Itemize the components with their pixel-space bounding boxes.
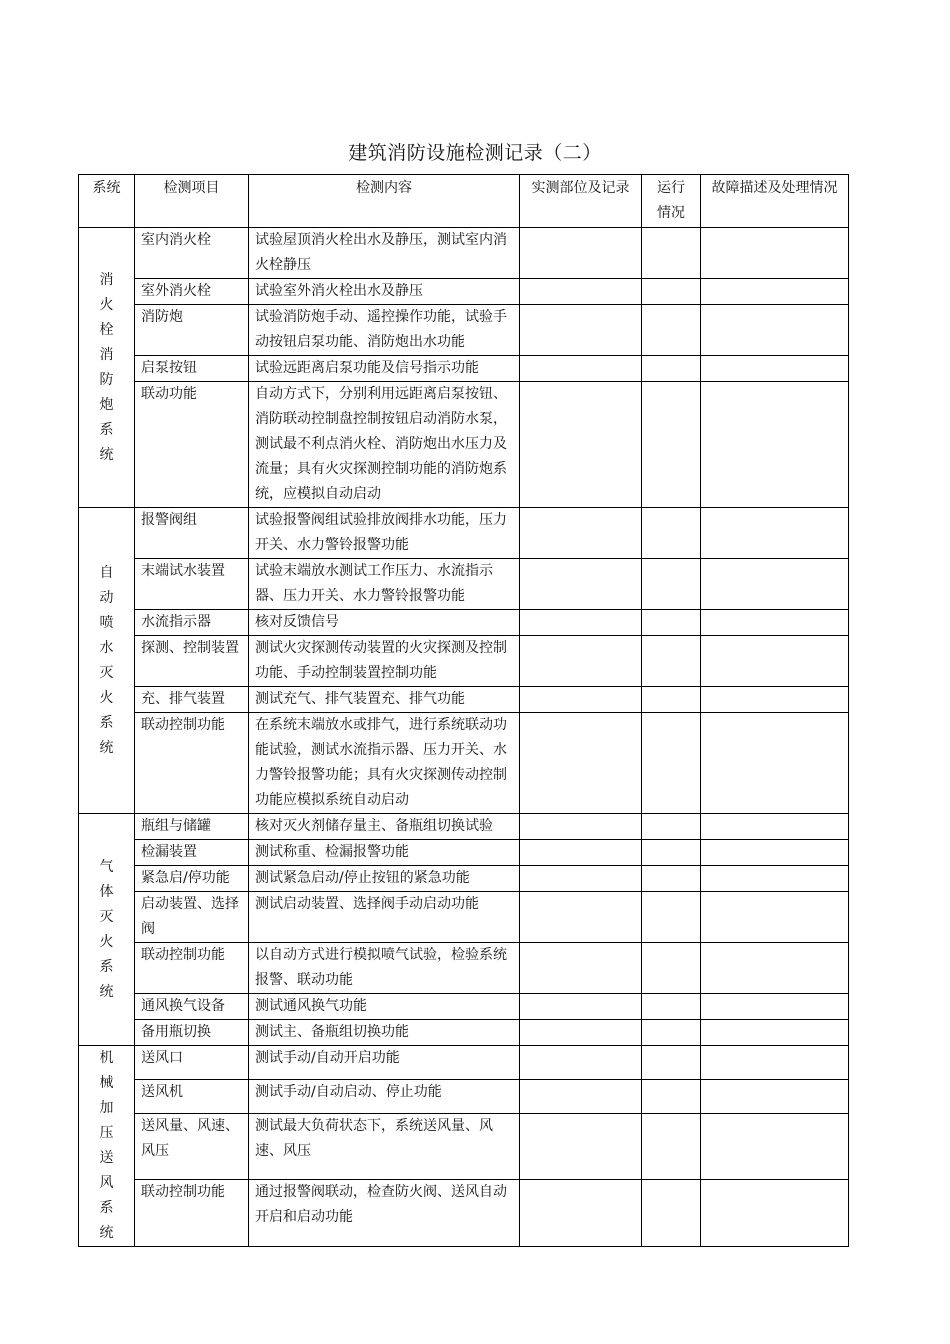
fault-cell (701, 508, 849, 559)
system-name-line: 系统 (99, 958, 125, 1000)
table-row (79, 1079, 849, 1113)
system-name-line: 喷水 (99, 614, 125, 656)
fault-cell (701, 228, 849, 279)
location-cell (520, 943, 642, 994)
location-cell (520, 559, 642, 610)
location-cell (520, 508, 642, 559)
table-row (79, 279, 849, 305)
item-cell: 探测、控制装置 (135, 636, 249, 687)
status-cell (642, 279, 701, 305)
location-cell (520, 356, 642, 382)
item-cell: 水流指示器 (135, 610, 249, 636)
status-cell (642, 382, 701, 508)
fault-cell (701, 994, 849, 1020)
status-cell (642, 305, 701, 356)
status-cell (642, 228, 701, 279)
location-cell (520, 1113, 642, 1180)
item-cell: 报警阀组 (135, 508, 249, 559)
content-cell: 测试充气、排气装置充、排气功能 (249, 687, 520, 713)
fault-cell (701, 279, 849, 305)
content-cell: 核对灭火剂储存量主、备瓶组切换试验 (249, 814, 520, 840)
fault-cell (701, 866, 849, 892)
content-cell: 测试主、备瓶组切换功能 (249, 1020, 520, 1046)
location-cell (520, 279, 642, 305)
content-cell: 测试火灾探测传动装置的火灾探测及控制功能、手动控制装置控制功能 (249, 636, 520, 687)
content-cell: 测试启动装置、选择阀手动启动功能 (249, 892, 520, 943)
system-name-line: 栓消 (99, 321, 125, 363)
fault-cell (701, 892, 849, 943)
fault-cell (701, 1046, 849, 1080)
system-name-line: 送风 (99, 1150, 125, 1191)
item-cell: 充、排气装置 (135, 687, 249, 713)
fault-cell (701, 1113, 849, 1180)
location-cell (520, 1020, 642, 1046)
table-row (79, 1020, 849, 1046)
header-item: 检测项目 (135, 175, 249, 228)
content-cell: 试验末端放水测试工作压力、水流指示器、压力开关、水力警铃报警功能 (249, 559, 520, 610)
fault-cell (701, 814, 849, 840)
system-name-line: 加压 (99, 1100, 125, 1141)
table-row (79, 840, 849, 866)
table-row (79, 1113, 849, 1180)
content-cell: 自动方式下，分别利用远距离启泵按钮、消防联动控制盘控制按钮启动消防水泵，测试最不利点消火栓、消防炮出水压力及流量；具有火灾探测控制功能的消防炮系统，应模拟自动启动 (249, 382, 520, 508)
system-name-line: 防炮 (99, 371, 125, 413)
table-row (79, 636, 849, 687)
status-cell (642, 892, 701, 943)
header-fault: 故障描述及处理情况 (701, 175, 849, 228)
status-cell (642, 994, 701, 1020)
item-cell: 瓶组与储罐 (135, 814, 249, 840)
system-name-line: 消火 (99, 271, 125, 313)
system-name-line: 气体 (99, 858, 125, 900)
header-status (642, 175, 701, 228)
item-cell: 消防炮 (135, 305, 249, 356)
header-status-line1: 运行 (657, 180, 685, 196)
table-row (79, 305, 849, 356)
item-cell: 室外消火栓 (135, 279, 249, 305)
header-location: 实测部位及记录 (520, 175, 642, 228)
status-cell (642, 1020, 701, 1046)
fault-cell (701, 943, 849, 994)
table-row (79, 228, 849, 279)
content-cell: 测试手动/自动开启功能 (249, 1046, 520, 1080)
system-name-line: 灭火 (99, 664, 125, 706)
item-cell: 联动控制功能 (135, 1180, 249, 1247)
location-cell (520, 228, 642, 279)
content-cell: 在系统末端放水或排气，进行系统联动功能试验，测试水流指示器、压力开关、水力警铃报警功能；具有火灾探测传动控制功能应模拟系统自动启动 (249, 713, 520, 814)
table-row (79, 1046, 849, 1080)
status-cell (642, 713, 701, 814)
header-system: 系统 (79, 175, 135, 228)
system-name-line: 系统 (99, 714, 125, 756)
system-name-line: 自动 (99, 564, 125, 606)
location-cell (520, 305, 642, 356)
content-cell: 核对反馈信号 (249, 610, 520, 636)
system-name-line: 系统 (99, 1200, 125, 1241)
fault-cell (701, 356, 849, 382)
item-cell: 末端试水装置 (135, 559, 249, 610)
location-cell (520, 892, 642, 943)
fault-cell (701, 610, 849, 636)
fault-cell (701, 713, 849, 814)
content-cell: 试验远距离启泵功能及信号指示功能 (249, 356, 520, 382)
location-cell (520, 1180, 642, 1247)
item-cell: 室内消火栓 (135, 228, 249, 279)
table-row (79, 866, 849, 892)
content-cell: 测试称重、检漏报警功能 (249, 840, 520, 866)
status-cell (642, 610, 701, 636)
item-cell: 联动控制功能 (135, 713, 249, 814)
table-row (79, 943, 849, 994)
content-cell: 测试最大负荷状态下，系统送风量、风速、风压 (249, 1113, 520, 1180)
system-name-line: 机械 (99, 1050, 125, 1091)
status-cell (642, 1113, 701, 1180)
item-cell: 启动装置、选择阀 (135, 892, 249, 943)
location-cell (520, 636, 642, 687)
content-cell: 试验报警阀组试验排放阀排水功能，压力开关、水力警铃报警功能 (249, 508, 520, 559)
content-cell: 以自动方式进行模拟喷气试验，检验系统报警、联动功能 (249, 943, 520, 994)
fault-cell (701, 687, 849, 713)
header-status-line2: 情况 (657, 205, 685, 221)
fault-cell (701, 840, 849, 866)
status-cell (642, 508, 701, 559)
header-row (79, 175, 849, 228)
content-cell: 试验室外消火栓出水及静压 (249, 279, 520, 305)
table-row (79, 814, 849, 840)
fault-cell (701, 1079, 849, 1113)
content-cell: 试验消防炮手动、遥控操作功能，试验手动按钮启泵功能、消防炮出水功能 (249, 305, 520, 356)
status-cell (642, 814, 701, 840)
location-cell (520, 866, 642, 892)
location-cell (520, 713, 642, 814)
status-cell (642, 636, 701, 687)
item-cell: 送风口 (135, 1046, 249, 1080)
system-name-cell (79, 508, 135, 814)
table-row (79, 892, 849, 943)
content-cell: 测试通风换气功能 (249, 994, 520, 1020)
location-cell (520, 994, 642, 1020)
fault-cell (701, 559, 849, 610)
table-row (79, 713, 849, 814)
content-cell: 测试手动/自动启动、停止功能 (249, 1079, 520, 1113)
table-row (79, 508, 849, 559)
item-cell: 联动功能 (135, 382, 249, 508)
location-cell (520, 1046, 642, 1080)
status-cell (642, 840, 701, 866)
status-cell (642, 356, 701, 382)
location-cell (520, 840, 642, 866)
location-cell (520, 814, 642, 840)
location-cell (520, 1079, 642, 1113)
table-row (79, 559, 849, 610)
system-name-cell (79, 814, 135, 1046)
location-cell (520, 382, 642, 508)
item-cell: 检漏装置 (135, 840, 249, 866)
status-cell (642, 687, 701, 713)
fault-cell (701, 305, 849, 356)
status-cell (642, 1079, 701, 1113)
item-cell: 送风机 (135, 1079, 249, 1113)
item-cell: 送风量、风速、风压 (135, 1113, 249, 1180)
item-cell: 通风换气设备 (135, 994, 249, 1020)
system-name-cell (79, 228, 135, 508)
content-cell: 试验屋顶消火栓出水及静压，测试室内消火栓静压 (249, 228, 520, 279)
system-name-cell (79, 1046, 135, 1247)
status-cell (642, 1180, 701, 1247)
status-cell (642, 1046, 701, 1080)
item-cell: 联动控制功能 (135, 943, 249, 994)
table-row (79, 382, 849, 508)
table-row (79, 994, 849, 1020)
fault-cell (701, 1020, 849, 1046)
table-row (79, 687, 849, 713)
header-content: 检测内容 (249, 175, 520, 228)
fault-cell (701, 1180, 849, 1247)
table-row (79, 1180, 849, 1247)
location-cell (520, 687, 642, 713)
item-cell: 紧急启/停功能 (135, 866, 249, 892)
status-cell (642, 943, 701, 994)
item-cell: 备用瓶切换 (135, 1020, 249, 1046)
system-name-line: 灭火 (99, 908, 125, 950)
table-row (79, 356, 849, 382)
system-name-line: 系统 (99, 421, 125, 463)
inspection-record-table (78, 174, 849, 1247)
page-title: 建筑消防设施检测记录（二） (348, 142, 602, 164)
fault-cell (701, 636, 849, 687)
location-cell (520, 610, 642, 636)
content-cell: 通过报警阀联动，检查防火阀、送风自动开启和启动功能 (249, 1180, 520, 1247)
content-cell: 测试紧急启动/停止按钮的紧急功能 (249, 866, 520, 892)
status-cell (642, 866, 701, 892)
item-cell: 启泵按钮 (135, 356, 249, 382)
status-cell (642, 559, 701, 610)
fault-cell (701, 382, 849, 508)
table-row (79, 610, 849, 636)
